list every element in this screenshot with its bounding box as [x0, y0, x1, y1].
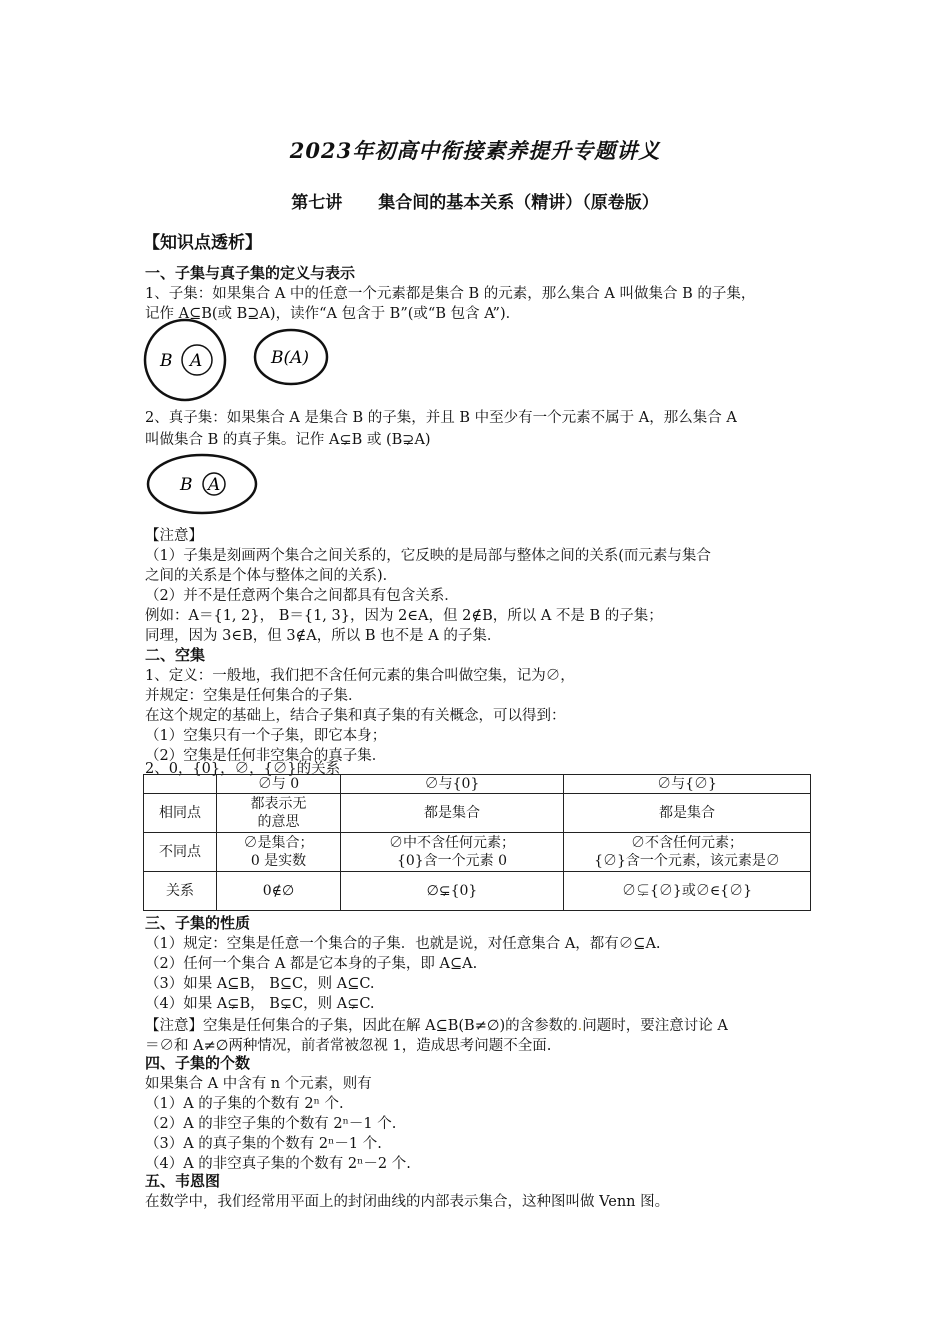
section5-heading: 五、韦恩图 [145, 1172, 221, 1190]
empty-set-comparison-table [143, 774, 811, 911]
table-cell: 关系 [144, 872, 217, 911]
note2-line1-text-b: 问题时，要注意讨论 A [582, 1018, 728, 1034]
table-header-cell [144, 775, 217, 794]
venn-definition-line: 在数学中，我们经常用平面上的封闭曲线的内部表示集合，这种图叫做 Venn 图。 [145, 1194, 670, 1210]
section2-heading: 二、空集 [145, 646, 206, 664]
count-line4: （4）A 的非空真子集的个数有 2ⁿ－2 个. [145, 1156, 411, 1172]
count-line3: （3）A 的真子集的个数有 2ⁿ－1 个. [145, 1136, 382, 1152]
table-cell: ∅⊊{0} [341, 872, 564, 911]
table-cell: ∅⊊{∅}或∅∈{∅} [564, 872, 811, 911]
count-intro: 如果集合 A 中含有 n 个元素，则有 [145, 1076, 372, 1092]
lecture-number: 第七讲 [291, 193, 343, 213]
note1-line3: （2）并不是任意两个集合之间都具有包含关系． [145, 588, 459, 604]
document-title: 2023年初高中衔接素养提升专题讲义 [289, 138, 661, 163]
note2-line1 [145, 1014, 728, 1035]
section4-heading: 四、子集的个数 [145, 1054, 251, 1072]
empty-set-line5: （2）空集是任何非空集合的真子集． [145, 748, 387, 764]
proper-subset-definition-line1: 2、真子集：如果集合 A 是集合 B 的子集，并且 B 中至少有一个元素不属于 A，那么集合 A [145, 410, 737, 426]
note2-line2: ＝∅和 A≠∅两种情况，前者常被忽视 1，造成思考问题不全面. [145, 1038, 552, 1054]
lecture-topic: 集合间的基本关系（精讲）（原卷版） [378, 193, 659, 213]
note1-heading: 【注意】 [145, 528, 203, 544]
note1-line2: 之间的关系是个体与整体之间的关系)． [145, 568, 398, 584]
property-line2: （2）任何一个集合 A 都是它本身的子集，即 A⊆A. [145, 956, 478, 972]
table-cell: ∅是集合； 0 是实数 [217, 833, 341, 872]
table-cell: ∅中不含任何元素； {0}含一个元素 0 [341, 833, 564, 872]
venn-subset-diagram [143, 320, 383, 404]
note1-example-line: 例如：A＝{1, 2}， B＝{1, 3}，因为 2∈A，但 2∉B，所以 A 不是 B 的子集； [145, 608, 663, 624]
venn3-inner-label: A [208, 475, 221, 495]
property-line3: （3）如果 A⊆B， B⊆C，则 A⊆C. [145, 976, 375, 992]
empty-set-line6: 2、0，{0}，∅，{∅}的关系 [145, 761, 341, 777]
table-row [144, 872, 811, 911]
section3-heading: 三、子集的性质 [145, 914, 251, 932]
lecture-subtitle [0, 188, 950, 213]
venn2-label: B(A) [271, 348, 310, 368]
table-header-cell: ∅与{∅} [564, 775, 811, 794]
count-line1: （1）A 的子集的个数有 2ⁿ 个. [145, 1096, 344, 1112]
table-cell: 都是集合 [341, 794, 564, 833]
empty-set-line4: （1）空集只有一个子集，即它本身； [145, 728, 387, 744]
table-header-cell: ∅与{0} [341, 775, 564, 794]
note2-mark: . [577, 1018, 583, 1034]
empty-set-line3: 在这个规定的基础上，结合子集和真子集的有关概念，可以得到： [145, 708, 566, 724]
table-cell: 相同点 [144, 794, 217, 833]
table-cell: 0∉∅ [217, 872, 341, 911]
table-header-cell: ∅与 0 [217, 775, 341, 794]
venn1-outer-label: B [160, 351, 173, 371]
subset-definition-line1: 1、子集：如果集合 A 中的任意一个元素都是集合 B 的元素，那么集合 A 叫做集合 B 的子集， [145, 286, 756, 302]
venn-proper-subset-diagram [146, 453, 260, 517]
table-row [144, 794, 811, 833]
note1-line1: （1）子集是刻画两个集合之间关系的，它反映的是局部与整体之间的关系(而元素与集合 [145, 548, 711, 564]
note1-similar-line: 同理，因为 3∈B，但 3∉A，所以 B 也不是 A 的子集． [145, 628, 502, 644]
venn1-inner-label: A [190, 351, 203, 371]
empty-set-line2: 并规定：空集是任何集合的子集． [145, 688, 363, 704]
count-line2: （2）A 的非空子集的个数有 2ⁿ－1 个. [145, 1116, 397, 1132]
table-cell: 都表示无 的意思 [217, 794, 341, 833]
table-row [144, 833, 811, 872]
proper-subset-definition-line2: 叫做集合 B 的真子集。记作 A⊊B 或 (B⊋A) [145, 432, 431, 448]
property-line4: （4）如果 A⊊B， B⊊C，则 A⊊C. [145, 996, 375, 1012]
note2-line1-text-a: 【注意】空集是任何集合的子集，因此在解 A⊆B(B≠∅)的含参数的 [145, 1018, 578, 1034]
table-cell: 都是集合 [564, 794, 811, 833]
venn3-outer-label: B [180, 475, 193, 495]
empty-set-line1: 1、定义：一般地，我们把不含任何元素的集合叫做空集，记为∅， [145, 668, 575, 684]
property-line1: （1）规定：空集是任意一个集合的子集．也就是说，对任意集合 A，都有∅⊆A. [145, 936, 661, 952]
subset-definition-line2: 记作 A⊆B(或 B⊇A)，读作“A 包含于 B”(或“B 包含 A”)． [145, 306, 521, 322]
section1-heading: 一、子集与真子集的定义与表示 [145, 264, 356, 282]
table-cell: 不同点 [144, 833, 217, 872]
knowledge-heading: 【知识点透析】 [143, 233, 262, 253]
table-cell: ∅不含任何元素； {∅}含一个元素，该元素是∅ [564, 833, 811, 872]
table-header-row [144, 775, 811, 794]
